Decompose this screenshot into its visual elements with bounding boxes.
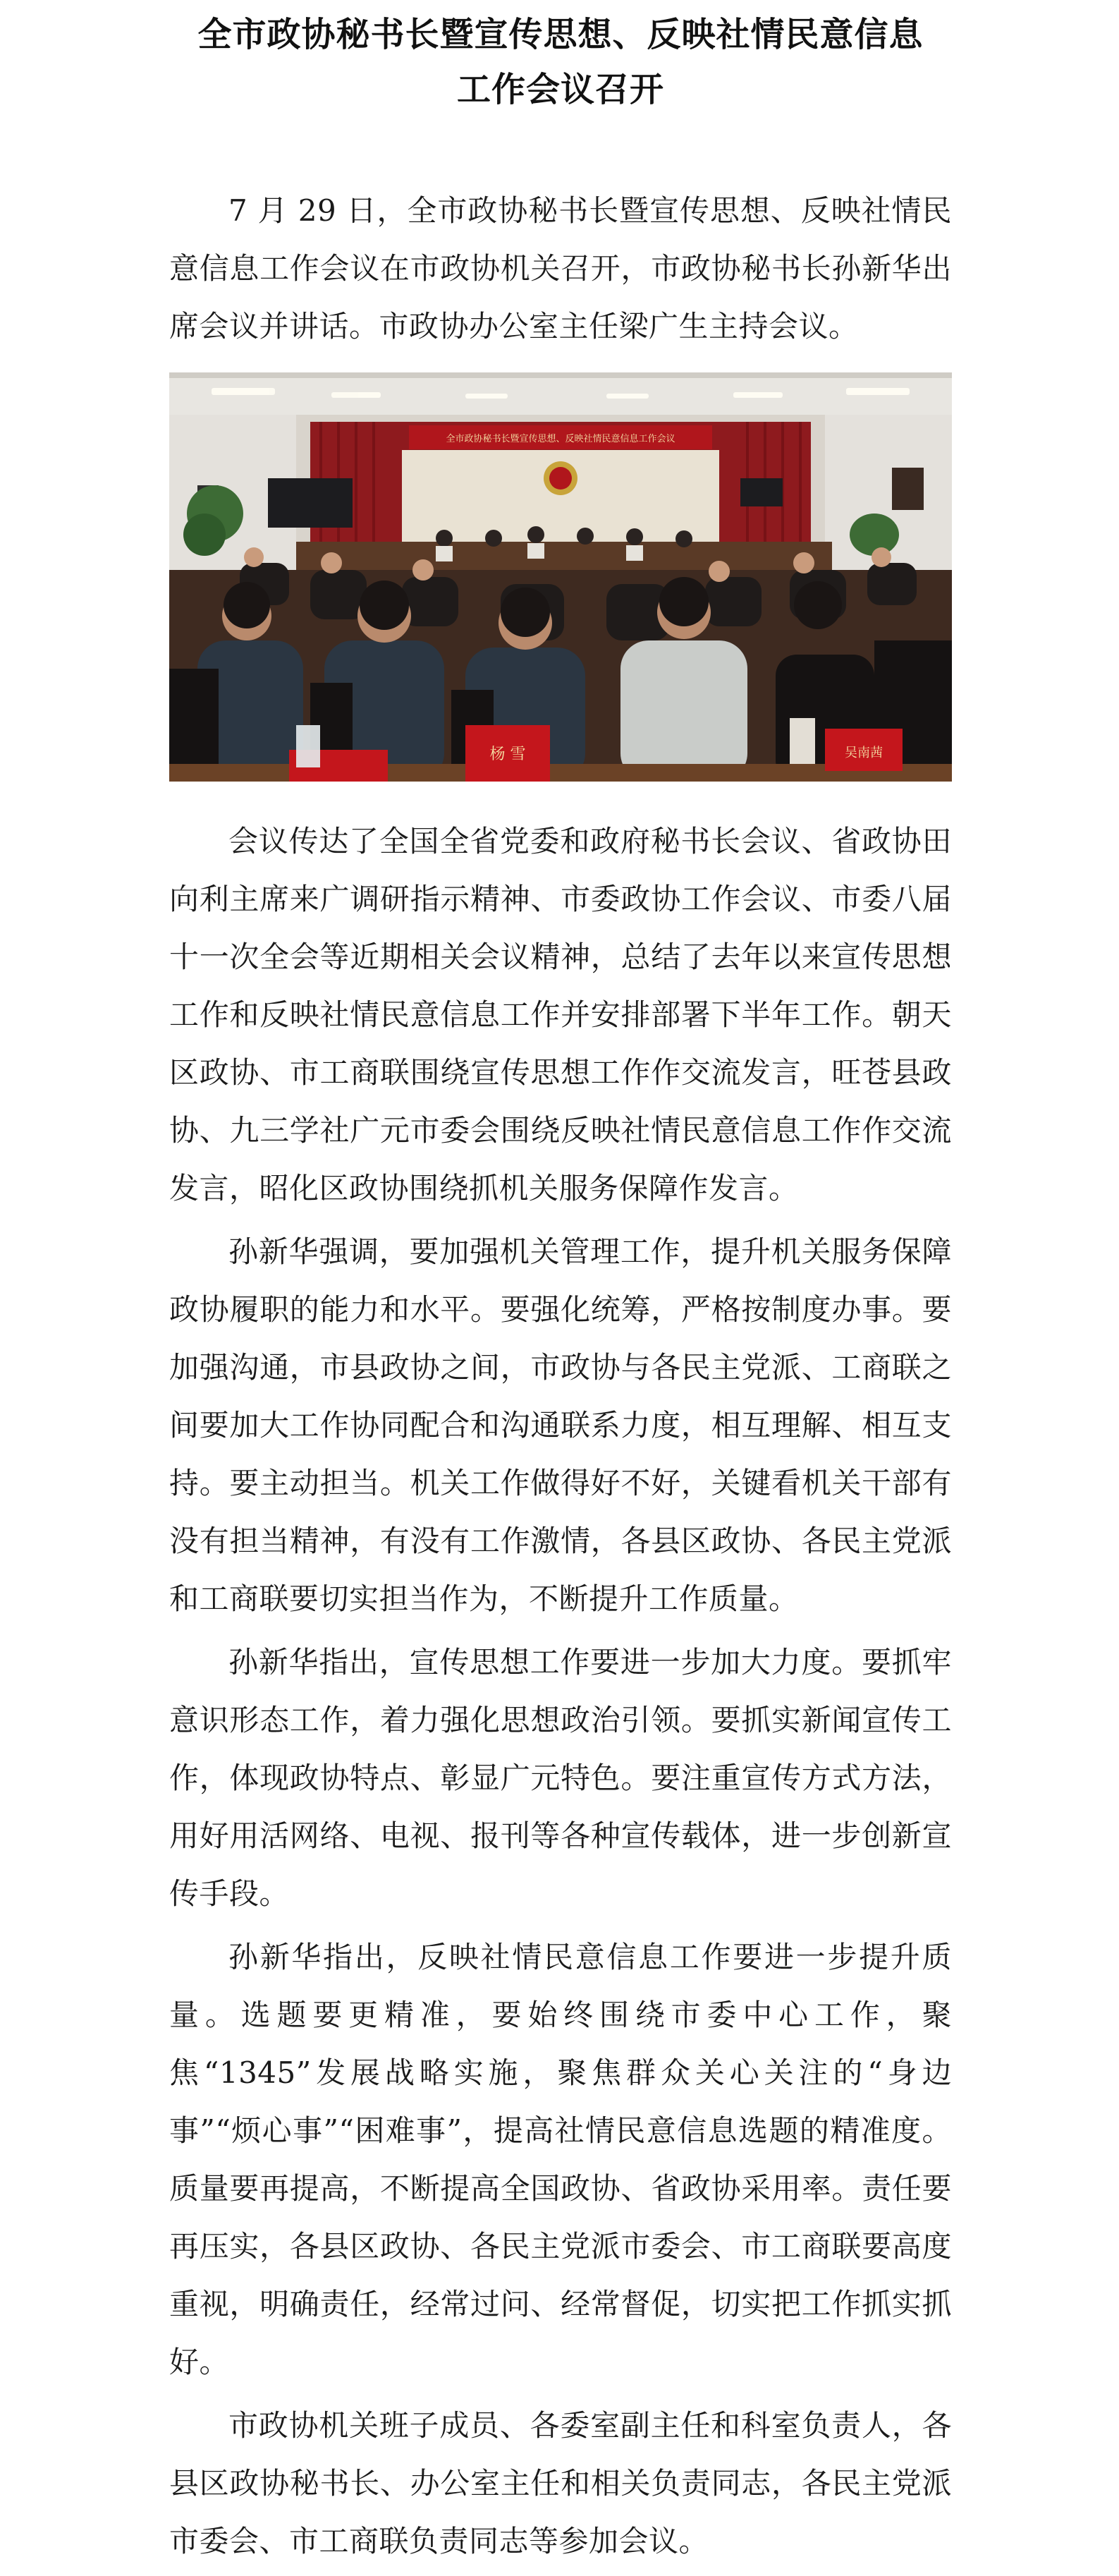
meeting-photo bbox=[169, 372, 952, 782]
paragraph-3: 孙新华强调，要加强机关管理工作，提升机关服务保障政协履职的能力和水平。要强化统筹，严格按制度办事。要加强沟通，市县政协之间，市政协与各民主党派、工商联之间要加大工作协同配合和沟通联系力度，相互理解、相互支持。要主动担当。机关工作做得好不好，关键看机关干部有没有担当精神，有没有工作激情，各县区政协、各民主党派和工商联要切实担当作为，不断提升工作质量。 bbox=[169, 1234, 952, 1616]
nameplate-wu: 吴南茜 bbox=[845, 746, 883, 760]
article-title bbox=[169, 0, 952, 117]
paragraph-6: 市政协机关班子成员、各委室副主任和科室负责人，各县区政协秘书长、办公室主任和相关负责同志，各民主党派市委会、市工商联负责同志等参加会议。 bbox=[169, 2408, 952, 2558]
meeting-banner-text: 全市政协秘书长暨宣传思想、反映社情民意信息工作会议 bbox=[446, 434, 675, 444]
paragraph-4: 孙新华指出，宣传思想工作要进一步加大力度。要抓牢意识形态工作，着力强化思想政治引领。要抓实新闻宣传工作，体现政协特点、彰显广元特色。要注重宣传方式方法，用好用活网络、电视、报刊等各种宣传载体，进一步创新宣传手段。 bbox=[169, 1645, 952, 1911]
paragraph-1: 7 月 29 日，全市政协秘书长暨宣传思想、反映社情民意信息工作会议在市政协机关召开，市政协秘书长孙新华出席会议并讲话。市政协办公室主任梁广生主持会议。 bbox=[169, 193, 952, 344]
article-body bbox=[169, 182, 952, 2570]
article-title-line-1: 全市政协秘书长暨宣传思想、反映社情民意信息 bbox=[197, 15, 924, 54]
paragraph-2: 会议传达了全国全省党委和政府秘书长会议、省政协田向利主席来广调研指示精神、市委政协工作会议、市委八届十一次全会等近期相关会议精神，总结了去年以来宣传思想工作和反映社情民意信息工作并安排部署下半年工作。朝天区政协、市工商联围绕宣传思想工作作交流发言，旺苍县政协、九三学社广元市委会围绕反映社情民意信息工作作交流发言，昭化区政协围绕抓机关服务保障作发言。 bbox=[169, 824, 952, 1205]
article bbox=[169, 0, 952, 2576]
article-title-line-2: 工作会议召开 bbox=[456, 70, 664, 109]
paragraph-5: 孙新华指出，反映社情民意信息工作要进一步提升质量。选题要更精准，要始终围绕市委中心工作，聚焦“1345”发展战略实施，聚焦群众关心关注的“身边事”“烦心事”“困难事”，提高社情民意信息选题的精准度。质量要再提高，不断提高全国政协、省政协采用率。责任要再压实，各县区政协、各民主党派市委会、市工商联要高度重视，明确责任，经常过问、经常督促，切实把工作抓实抓好。 bbox=[169, 1940, 952, 2379]
nameplate-yang: 杨 雪 bbox=[489, 746, 526, 763]
